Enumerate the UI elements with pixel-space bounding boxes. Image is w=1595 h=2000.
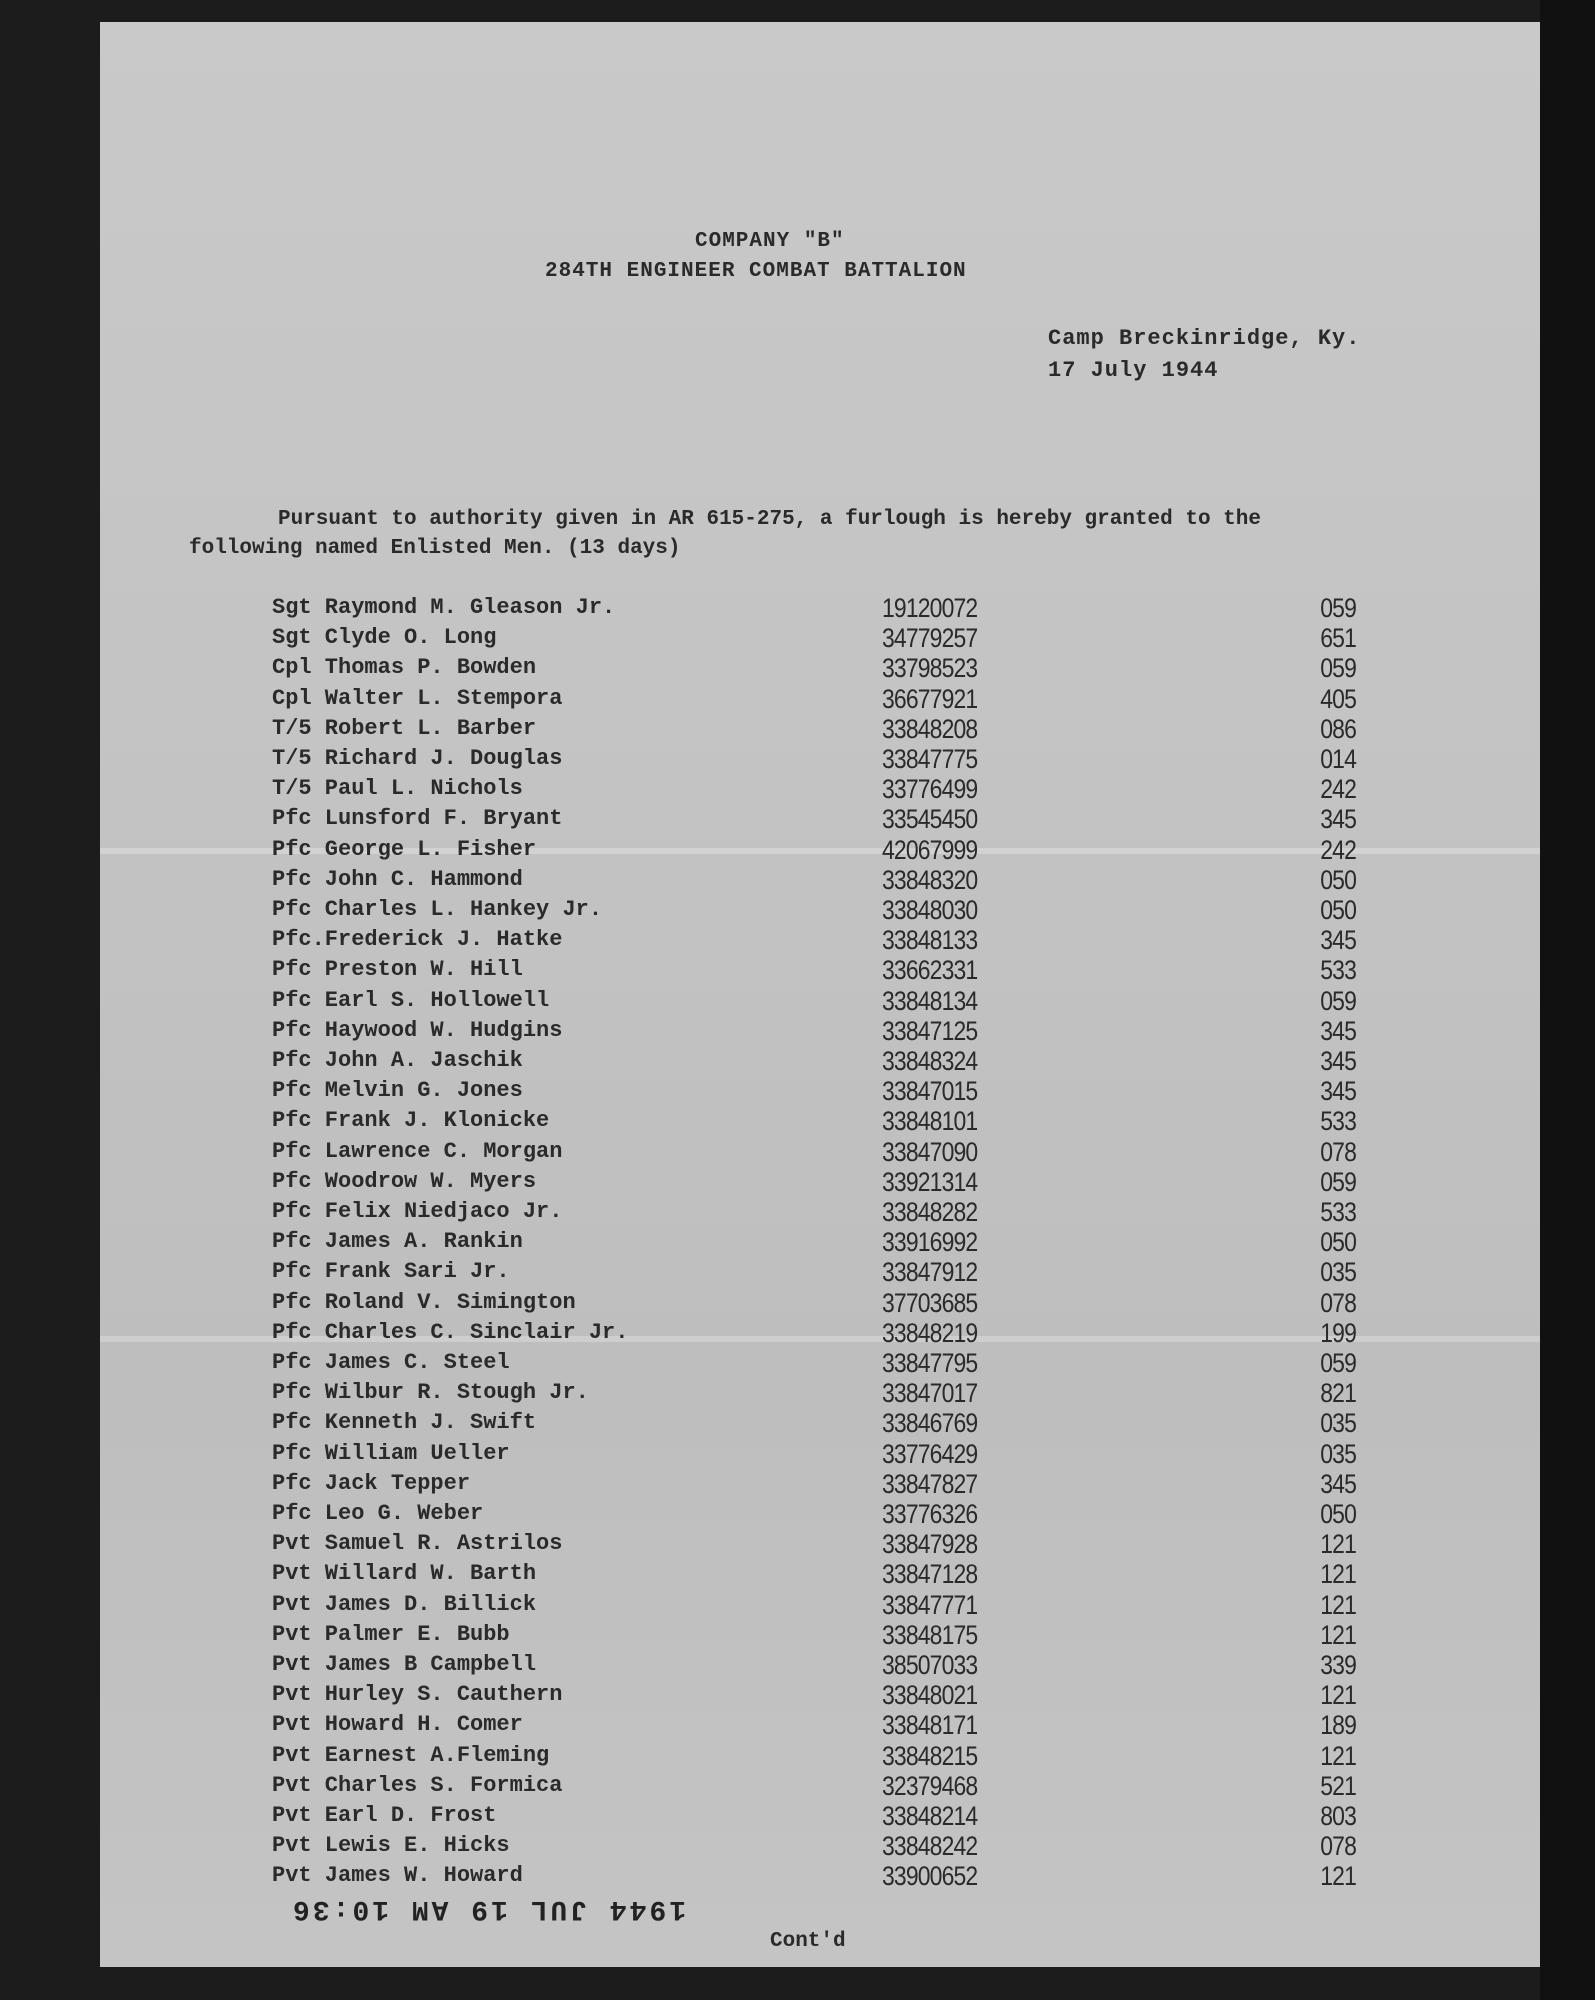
- code: 821: [1320, 1378, 1356, 1409]
- serial-number: 33848021: [882, 1680, 978, 1711]
- code: 050: [1320, 1499, 1356, 1529]
- name: Pfc Lawrence C. Morgan: [272, 1138, 563, 1164]
- code: 059: [1320, 593, 1356, 623]
- code: 533: [1320, 955, 1356, 986]
- code: 086: [1320, 713, 1356, 744]
- paragraph-line-1: Pursuant to authority given in AR 615-275, a furlough is hereby granted to the: [278, 508, 1261, 531]
- serial-number: 33847090: [882, 1136, 978, 1167]
- code: 059: [1320, 1348, 1356, 1378]
- code: 078: [1320, 1287, 1356, 1318]
- serial-number: 34779257: [882, 623, 978, 654]
- name: Cpl Walter L. Stempora: [272, 685, 563, 711]
- code: 345: [1320, 1015, 1356, 1046]
- serial-number: 33847827: [882, 1468, 978, 1499]
- code: 059: [1320, 653, 1356, 684]
- code: 121: [1320, 1680, 1356, 1711]
- name: Pfc Woodrow W. Myers: [272, 1168, 537, 1194]
- code: 121: [1320, 1529, 1356, 1560]
- serial-number: 19120072: [882, 593, 978, 623]
- name: Sgt Clyde O. Long: [272, 625, 497, 651]
- name: Pfc John C. Hammond: [272, 866, 523, 892]
- name: Pfc Frank J. Klonicke: [272, 1108, 550, 1134]
- serial-number: 33545450: [882, 804, 978, 835]
- name: Pfc Lunsford F. Bryant: [272, 806, 563, 832]
- code: 078: [1320, 1136, 1356, 1167]
- name: Pfc Kenneth J. Swift: [272, 1410, 537, 1436]
- name: Pvt Palmer E. Bubb: [272, 1621, 510, 1647]
- serial-number: 33848219: [882, 1317, 978, 1348]
- name: T/5 Paul L. Nichols: [272, 776, 523, 802]
- serial-number: 33847795: [882, 1348, 978, 1378]
- received-stamp: 1944 JUL 19 AM 10:36: [290, 1893, 687, 1924]
- code: 121: [1320, 1559, 1356, 1590]
- serial-number: 33847017: [882, 1378, 978, 1409]
- serial-number: 33847771: [882, 1589, 978, 1620]
- name: Pfc John A. Jaschik: [272, 1048, 523, 1073]
- serial-number: 33921314: [882, 1166, 978, 1197]
- code: 189: [1320, 1710, 1356, 1741]
- code: 533: [1320, 1197, 1356, 1227]
- code: 345: [1320, 1076, 1356, 1107]
- serial-number: 33776326: [882, 1499, 978, 1529]
- serial-number: 33847128: [882, 1559, 978, 1590]
- serial-number: 33848171: [882, 1710, 978, 1741]
- name: Pfc Earl S. Hollowell: [272, 987, 550, 1013]
- name: Pvt Earnest A.Fleming: [272, 1742, 550, 1768]
- name: Pvt Willard W. Barth: [272, 1561, 537, 1587]
- code: 651: [1320, 623, 1356, 654]
- name: Pfc Leo G. Weber: [272, 1501, 484, 1526]
- name: Pvt James D. Billick: [272, 1591, 537, 1617]
- code: 059: [1320, 1166, 1356, 1197]
- name: Pvt Lewis E. Hicks: [272, 1833, 510, 1859]
- name: Pfc Jack Tepper: [272, 1470, 471, 1496]
- name: Pfc William Ueller: [272, 1440, 510, 1466]
- serial-number: 33848214: [882, 1801, 978, 1831]
- name: Pvt Hurley S. Cauthern: [272, 1682, 563, 1708]
- serial-number: 33848215: [882, 1740, 978, 1771]
- code: 242: [1320, 834, 1356, 865]
- name: Pfc Wilbur R. Stough Jr.: [272, 1380, 589, 1406]
- scan-border: [1540, 0, 1595, 2000]
- location: Camp Breckinridge, Ky.: [1048, 326, 1361, 351]
- serial-number: 33848101: [882, 1106, 978, 1137]
- serial-number: 33847015: [882, 1076, 978, 1107]
- code: 050: [1320, 864, 1356, 895]
- name: Cpl Thomas P. Bowden: [272, 655, 537, 681]
- serial-number: 33900652: [882, 1861, 978, 1892]
- name: Pvt James W. Howard: [272, 1863, 523, 1889]
- serial-number: 33848030: [882, 895, 978, 925]
- code: 121: [1320, 1619, 1356, 1650]
- code: 035: [1320, 1257, 1356, 1288]
- code: 050: [1320, 1227, 1356, 1258]
- serial-number: 33798523: [882, 653, 978, 684]
- serial-number: 33848208: [882, 713, 978, 744]
- name: Pvt James B Campbell: [272, 1652, 537, 1677]
- serial-number: 33847928: [882, 1529, 978, 1560]
- serial-number: 33848282: [882, 1197, 978, 1227]
- code: 014: [1320, 744, 1356, 774]
- serial-number: 33776499: [882, 774, 978, 805]
- name: Pfc Charles L. Hankey Jr.: [272, 897, 603, 922]
- paragraph-line-2: following named Enlisted Men. (13 days): [189, 537, 681, 560]
- name: Pfc James C. Steel: [272, 1350, 510, 1375]
- name: Pfc George L. Fisher: [272, 836, 537, 862]
- serial-number: 33847125: [882, 1015, 978, 1046]
- code: 521: [1320, 1770, 1356, 1801]
- serial-number: 33848242: [882, 1831, 978, 1862]
- code: 345: [1320, 925, 1356, 956]
- name: Pfc Roland V. Simington: [272, 1289, 576, 1315]
- name: Pfc Charles C. Sinclair Jr.: [272, 1319, 629, 1345]
- name: Pfc Frank Sari Jr.: [272, 1259, 510, 1285]
- name: Pfc Haywood W. Hudgins: [272, 1017, 563, 1043]
- serial-number: 33848175: [882, 1619, 978, 1650]
- code: 078: [1320, 1831, 1356, 1862]
- code: 121: [1320, 1861, 1356, 1892]
- code: 345: [1320, 804, 1356, 835]
- serial-number: 33847775: [882, 744, 978, 774]
- name: Pfc Melvin G. Jones: [272, 1078, 523, 1104]
- name: Pvt Samuel R. Astrilos: [272, 1531, 563, 1557]
- serial-number: 33662331: [882, 955, 978, 986]
- company-heading: COMPANY "B": [695, 230, 845, 253]
- serial-number: 33776429: [882, 1438, 978, 1469]
- code: 035: [1320, 1408, 1356, 1439]
- serial-number: 42067999: [882, 834, 978, 865]
- code: 345: [1320, 1468, 1356, 1499]
- code: 803: [1320, 1801, 1356, 1831]
- name: Pvt Earl D. Frost: [272, 1803, 497, 1828]
- continued-note: Cont'd: [770, 1930, 846, 1953]
- code: 405: [1320, 683, 1356, 714]
- battalion-heading: 284TH ENGINEER COMBAT BATTALION: [545, 260, 967, 283]
- serial-number: 33916992: [882, 1227, 978, 1258]
- name: T/5 Robert L. Barber: [272, 715, 537, 741]
- code: 242: [1320, 774, 1356, 805]
- code: 035: [1320, 1438, 1356, 1469]
- serial-number: 36677921: [882, 683, 978, 714]
- name: Pvt Howard H. Comer: [272, 1712, 523, 1738]
- code: 339: [1320, 1650, 1356, 1680]
- serial-number: 33847912: [882, 1257, 978, 1288]
- name: Pfc Felix Niedjaco Jr.: [272, 1199, 563, 1224]
- code: 199: [1320, 1317, 1356, 1348]
- code: 345: [1320, 1046, 1356, 1076]
- name: T/5 Richard J. Douglas: [272, 746, 563, 771]
- serial-number: 33848134: [882, 985, 978, 1016]
- serial-number: 33848320: [882, 864, 978, 895]
- serial-number: 33848133: [882, 925, 978, 956]
- name: Pvt Charles S. Formica: [272, 1772, 563, 1798]
- serial-number: 33846769: [882, 1408, 978, 1439]
- serial-number: 38507033: [882, 1650, 978, 1680]
- code: 059: [1320, 985, 1356, 1016]
- serial-number: 33848324: [882, 1046, 978, 1076]
- serial-number: 37703685: [882, 1287, 978, 1318]
- name: Pfc James A. Rankin: [272, 1229, 523, 1255]
- code: 050: [1320, 895, 1356, 925]
- serial-number: 32379468: [882, 1770, 978, 1801]
- date: 17 July 1944: [1048, 358, 1219, 383]
- name: Pfc.Frederick J. Hatke: [272, 927, 563, 953]
- code: 121: [1320, 1589, 1356, 1620]
- name: Pfc Preston W. Hill: [272, 957, 523, 983]
- code: 121: [1320, 1740, 1356, 1771]
- code: 533: [1320, 1106, 1356, 1137]
- name: Sgt Raymond M. Gleason Jr.: [272, 595, 616, 620]
